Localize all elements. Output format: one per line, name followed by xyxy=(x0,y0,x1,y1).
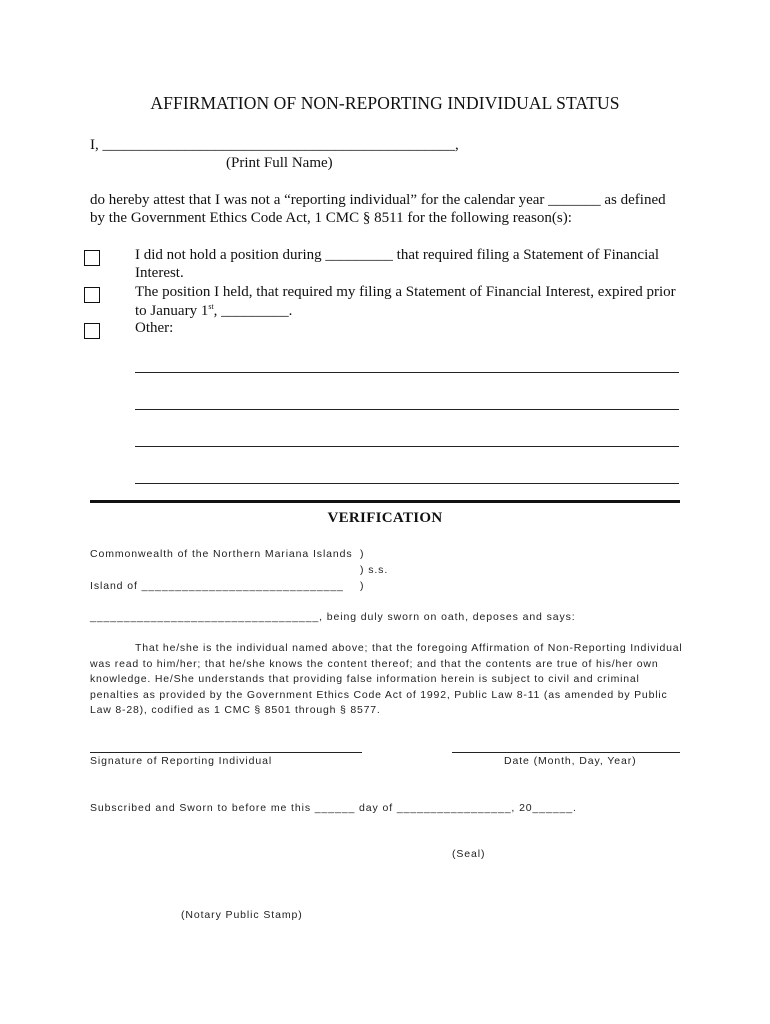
option-other-label: Other: xyxy=(135,320,174,336)
other-explanation-line-4[interactable] xyxy=(135,483,679,484)
checkbox-other[interactable] xyxy=(84,323,100,339)
date-label: Date (Month, Day, Year) xyxy=(504,755,637,767)
notary-stamp-label: (Notary Public Stamp) xyxy=(181,909,303,921)
option-position-expired-line1: The position I held, that required my filing a Statement of Financial Interest, expired prior xyxy=(135,284,676,300)
attest-line-2: by the Government Ethics Code Act, 1 CMC § 8511 for the following reason(s): xyxy=(90,210,572,226)
commonwealth-label: Commonwealth of the Northern Mariana Islands xyxy=(90,548,353,560)
option-no-position-line1: I did not hold a position during _________ that required filing a Statement of Financial xyxy=(135,247,660,263)
print-name-line[interactable]: I, _______________________________________________, xyxy=(90,137,459,153)
signature-label: Signature of Reporting Individual xyxy=(90,755,273,767)
date-line[interactable] xyxy=(452,752,680,753)
option-no-position-line2: Interest. xyxy=(135,265,184,281)
verification-heading: VERIFICATION xyxy=(327,510,443,526)
other-explanation-line-2[interactable] xyxy=(135,409,679,410)
checkbox-no-position[interactable] xyxy=(84,250,100,266)
print-name-caption: (Print Full Name) xyxy=(226,155,333,171)
section-divider xyxy=(90,500,680,503)
sworn-name-line[interactable]: __________________________________, being duly sworn on oath, deposes and says: xyxy=(90,611,576,623)
option-position-expired-line2: to January 1st, _________. xyxy=(135,302,293,319)
island-line[interactable]: Island of ______________________________ xyxy=(90,580,344,592)
ss-bracket-3: ) xyxy=(360,580,365,592)
verification-paragraph: That he/she is the individual named above; that the foregoing Affirmation of Non-Reporting Individual was read to him/her; that he/she knows the content thereof; and that the contents are true of his/her own knowledge. He/She understands that providing false information herein is subject to civil and criminal penalties as provided by the Government Ethics Code Act of 1992, Public Law 8-11 (as amended by Public Law 8-28), codified as 1 CMC § 8501 through § 8577. xyxy=(90,642,683,716)
signature-line[interactable] xyxy=(90,752,362,753)
subscribed-sworn-line[interactable]: Subscribed and Sworn to before me this ______ day of _________________, 20______. xyxy=(90,802,577,814)
seal-label: (Seal) xyxy=(452,848,486,860)
other-explanation-line-3[interactable] xyxy=(135,446,679,447)
ss-bracket-1: ) xyxy=(360,548,365,560)
document-title: AFFIRMATION OF NON-REPORTING INDIVIDUAL STATUS xyxy=(150,93,620,113)
checkbox-position-expired[interactable] xyxy=(84,287,100,303)
other-explanation-line-1[interactable] xyxy=(135,372,679,373)
attest-line-1: do hereby attest that I was not a “reporting individual” for the calendar year _______ as defined xyxy=(90,192,666,208)
ss-bracket-2: ) s.s. xyxy=(360,564,389,576)
